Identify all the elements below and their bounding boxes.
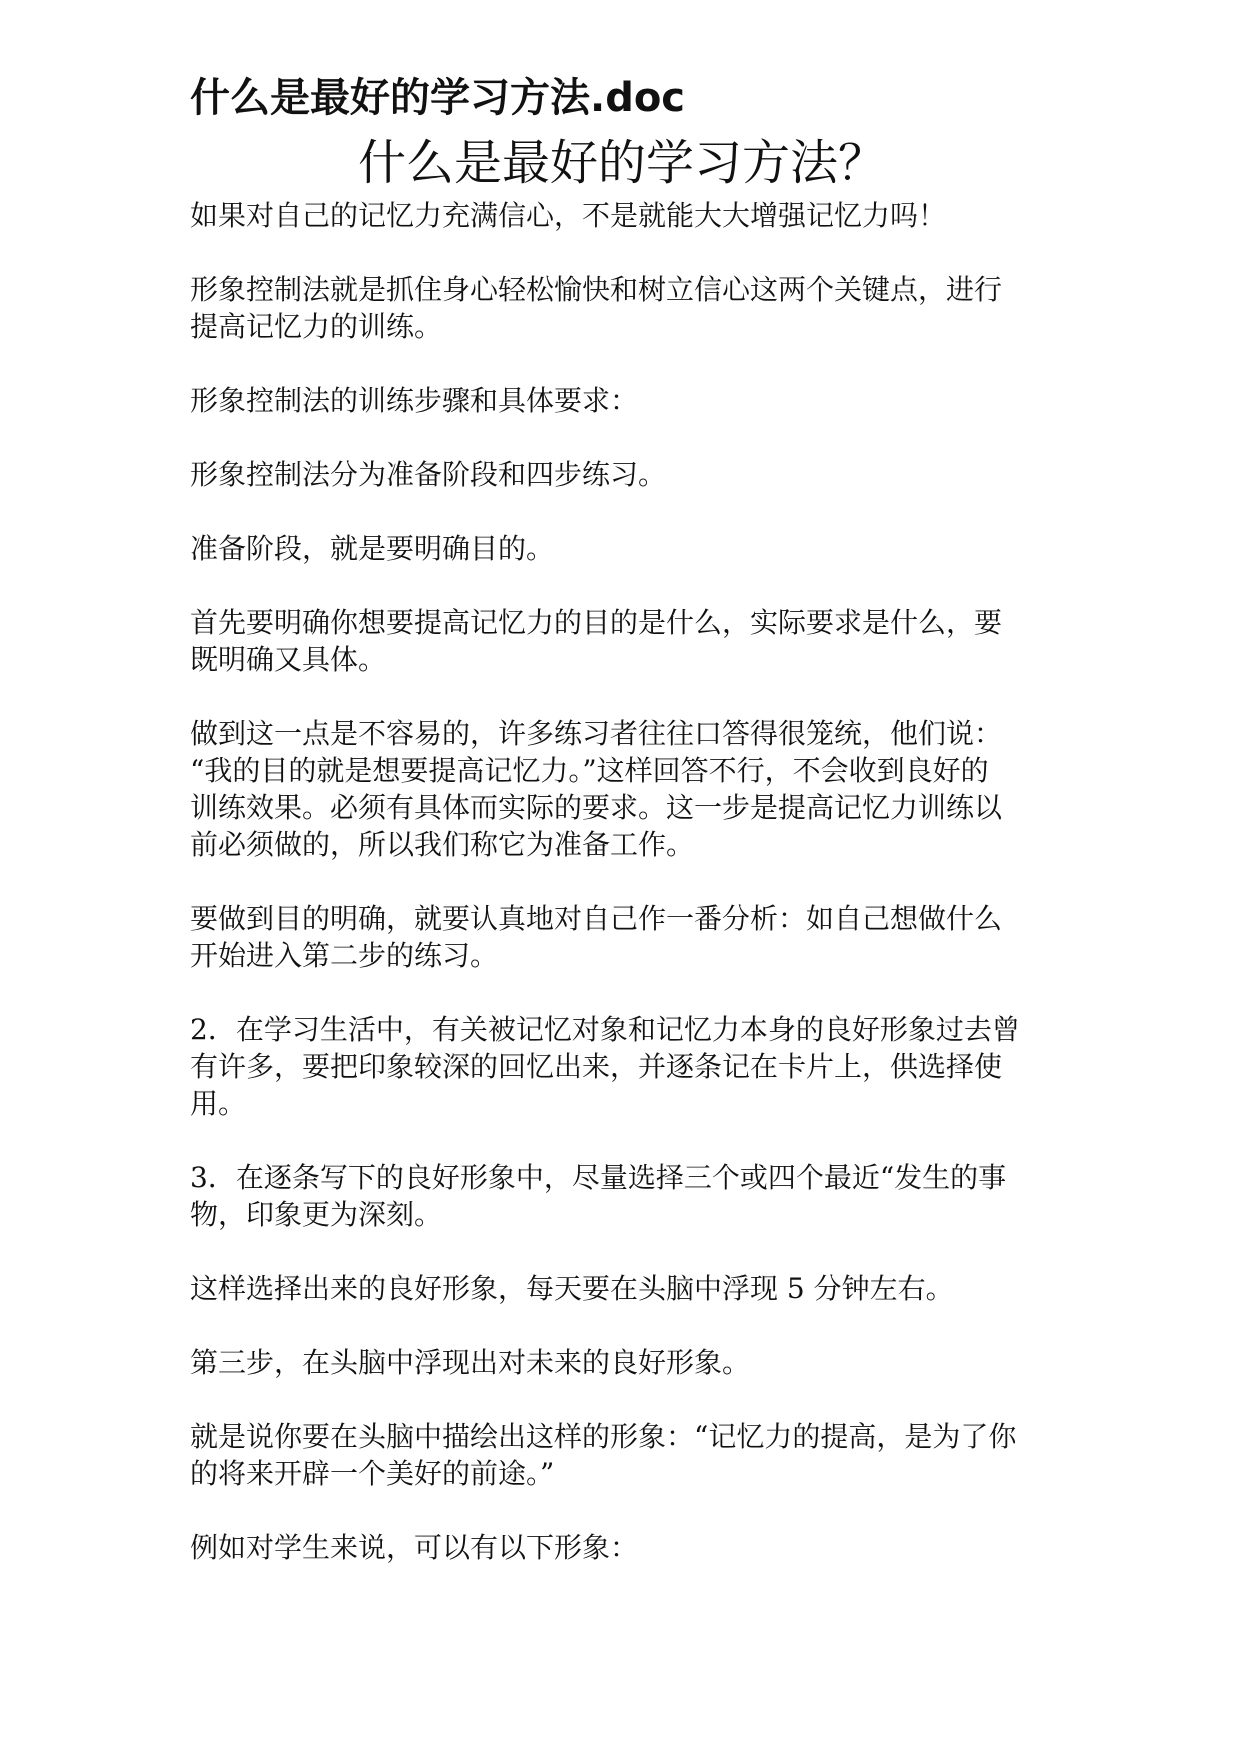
paragraph: 2．在学习生活中，有关被记忆对象和记忆力本身的良好形象过去曾 有许多，要把印象较深的回忆出来，并逐条记在卡片上，供选择使 用。: [190, 1013, 1020, 1120]
paragraph: 准备阶段，就是要明确目的。: [190, 532, 555, 565]
document-title: 什么是最好的学习方法？: [357, 135, 886, 191]
paragraph: 形象控制法的训练步骤和具体要求：: [190, 384, 639, 417]
paragraph: 首先要明确你想要提高记忆力的目的是什么，实际要求是什么，要 既明确又具体。: [190, 606, 1003, 676]
paragraph: 就是说你要在头脑中描绘出这样的形象：“记忆力的提高，是为了你 的将来开辟一个美好的前途。”: [190, 1420, 1017, 1490]
document-body: [190, 197, 1054, 1603]
document-filename: 什么是最好的学习方法.doc: [190, 75, 686, 121]
paragraph: 第三步，在头脑中浮现出对未来的良好形象。: [190, 1346, 751, 1379]
paragraph: 如果对自己的记忆力充满信心，不是就能大大增强记忆力吗！: [190, 199, 947, 232]
paragraph: 形象控制法就是抓住身心轻松愉快和树立信心这两个关键点，进行 提高记忆力的训练。: [190, 273, 1003, 343]
paragraph: 这样选择出来的良好形象，每天要在头脑中浮现 5 分钟左右。: [190, 1272, 954, 1305]
paragraph: 3．在逐条写下的良好形象中，尽量选择三个或四个最近“发生的事 物，印象更为深刻。: [190, 1161, 1007, 1231]
paragraph: 形象控制法分为准备阶段和四步练习。: [190, 458, 667, 491]
paragraph: 要做到目的明确，就要认真地对自己作一番分析：如自己想做什么 开始进入第二步的练习。: [190, 902, 1003, 972]
paragraph: 做到这一点是不容易的，许多练习者往往口答得很笼统，他们说： “我的目的就是想要提高记忆力。”这样回答不行，不会收到良好的 训练效果。必须有具体而实际的要求。这一步是提高记忆力训练以 前必须做的，所以我们称它为准备工作。: [190, 717, 1003, 861]
paragraph: 例如对学生来说，可以有以下形象：: [190, 1531, 639, 1564]
